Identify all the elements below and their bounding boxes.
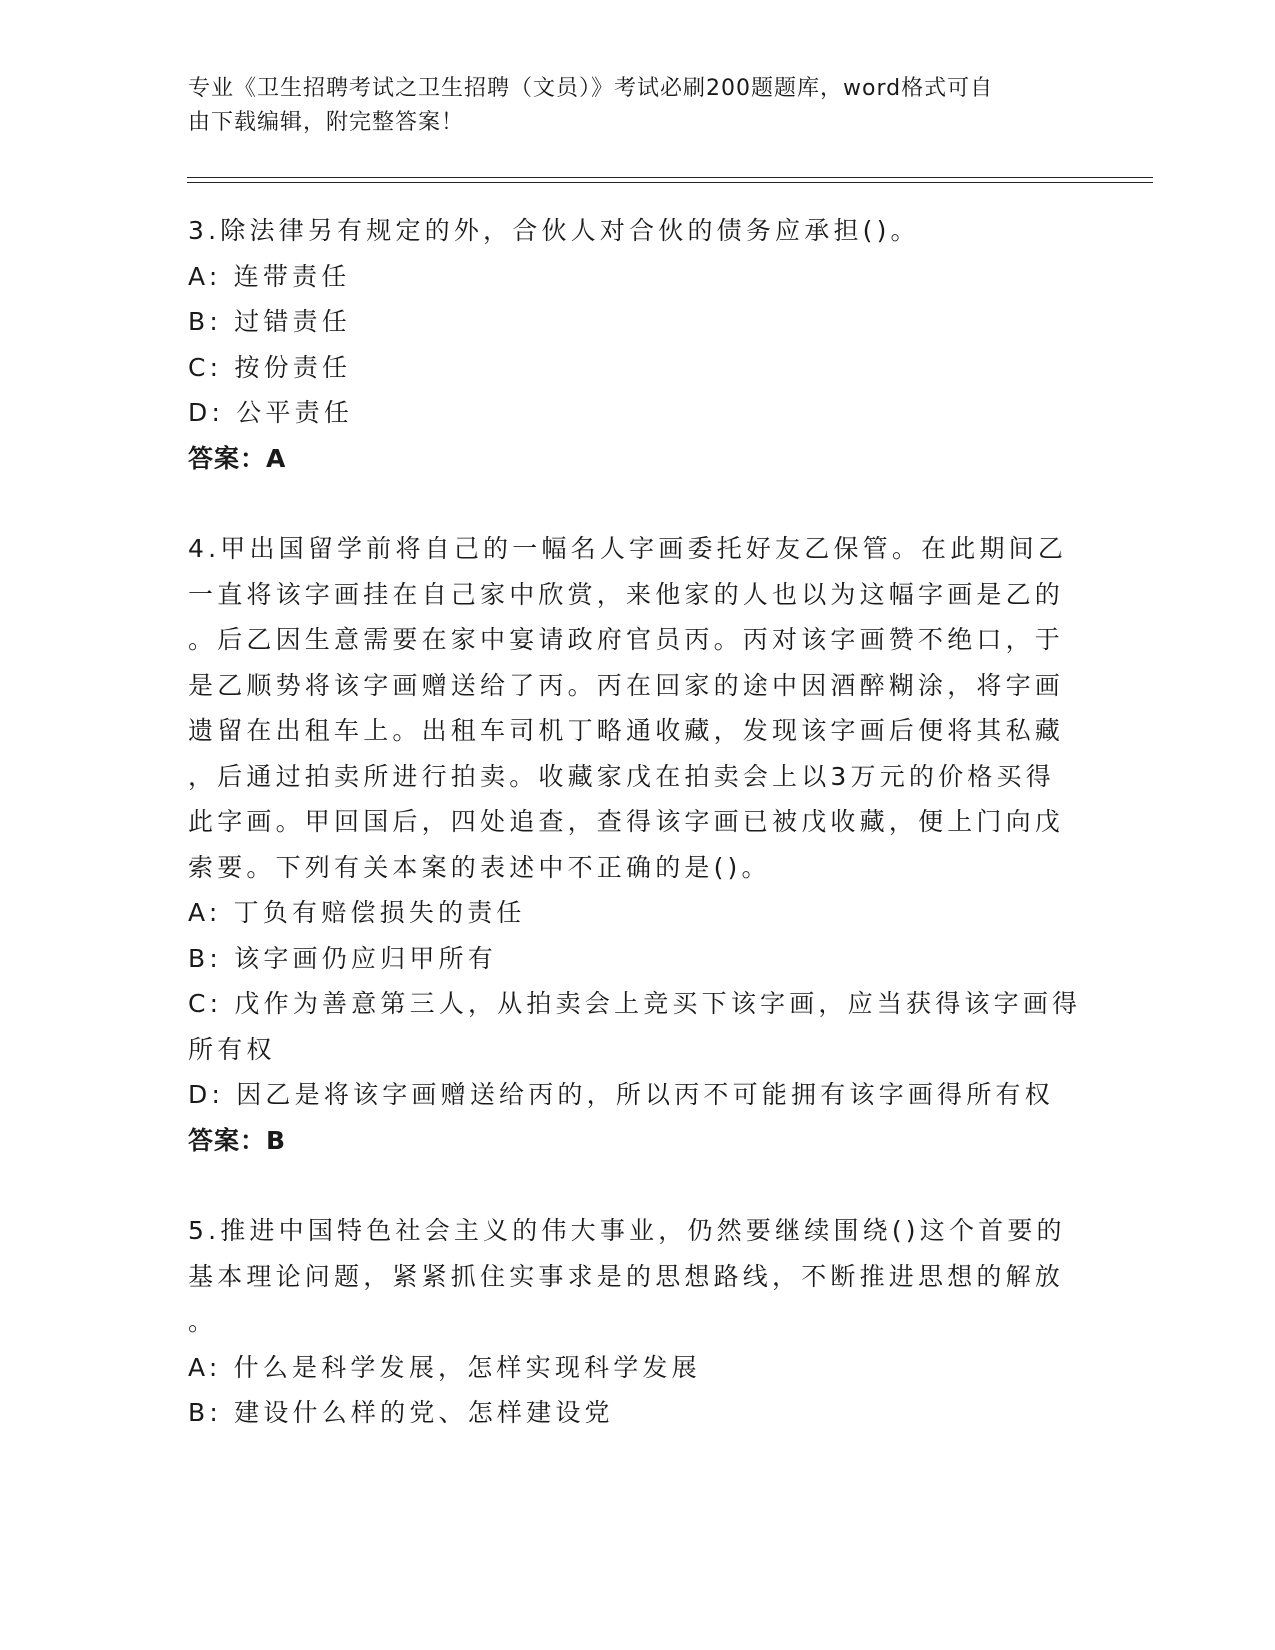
question-stem-line: 。后乙因生意需要在家中宴请政府官员丙。丙对该字画赞不绝口，于 — [188, 625, 1065, 654]
option-c-continued: 所有权 — [188, 1034, 276, 1064]
question-5 — [188, 1208, 1088, 1436]
question-4 — [188, 526, 1088, 1163]
question-stem-line: 遗留在出租车上。出租车司机丁略通收藏，发现该字画后便将其私藏 — [188, 716, 1065, 745]
option-d: D: 公平责任 — [188, 398, 354, 427]
spacer — [188, 1163, 1088, 1208]
option-b: B: 该字画仍应归甲所有 — [188, 943, 497, 973]
question-list — [188, 208, 1088, 1436]
question-stem-line: ，后通过拍卖所进行拍卖。收藏家戊在拍卖会上以3万元的价格买得 — [188, 761, 1055, 791]
question-stem-line: 此字画。甲回国后，四处追查，查得该字画已被戊收藏，便上门向戊 — [188, 807, 1065, 836]
option-a: A: 连带责任 — [188, 261, 351, 291]
header-line-1: 专业《卫生招聘考试之卫生招聘（文员）》考试必刷200题题库，word格式可自 — [188, 76, 994, 101]
question-stem-line: 5.推进中国特色社会主义的伟大事业，仍然要继续围绕()这个首要的 — [188, 1216, 1066, 1245]
question-stem-line: 基本理论问题，紧紧抓住实事求是的思想路线，不断推进思想的解放 — [188, 1261, 1065, 1291]
option-b: B: 过错责任 — [188, 307, 351, 336]
question-stem: 3.除法律另有规定的外，合伙人对合伙的债务应承担()。 — [188, 216, 920, 245]
option-a: A: 什么是科学发展，怎样实现科学发展 — [188, 1352, 701, 1382]
question-stem-line: 是乙顺势将该字画赠送给了丙。丙在回家的途中因酒醉糊涂，将字画 — [188, 670, 1065, 700]
option-a: A: 丁负有赔偿损失的责任 — [188, 898, 526, 927]
question-stem-line: 一直将该字画挂在自己家中欣赏，来他家的人也以为这幅字画是乙的 — [188, 579, 1065, 609]
answer: 答案：B — [188, 1125, 287, 1155]
option-d: D: 因乙是将该字画赠送给丙的，所以丙不可能拥有该字画得所有权 — [188, 1080, 1054, 1109]
question-3 — [188, 208, 1088, 481]
document-header — [188, 72, 1068, 140]
header-rule-bottom — [187, 182, 1153, 183]
question-stem-line: 索要。下列有关本案的表述中不正确的是()。 — [188, 852, 771, 882]
answer: 答案：A — [188, 443, 287, 473]
spacer — [188, 481, 1088, 526]
header-line-2: 由下载编辑，附完整答案！ — [188, 110, 465, 135]
option-c: C: 戊作为善意第三人，从拍卖会上竞买下该字画，应当获得该字画得 — [188, 989, 1082, 1018]
header-rule-top — [187, 177, 1153, 178]
question-stem-line: 4.甲出国留学前将自己的一幅名人字画委托好友乙保管。在此期间乙 — [188, 534, 1068, 563]
question-stem-line: 。 — [188, 1307, 218, 1336]
option-b: B: 建设什么样的党、怎样建设党 — [188, 1398, 614, 1427]
option-c: C: 按份责任 — [188, 352, 352, 382]
